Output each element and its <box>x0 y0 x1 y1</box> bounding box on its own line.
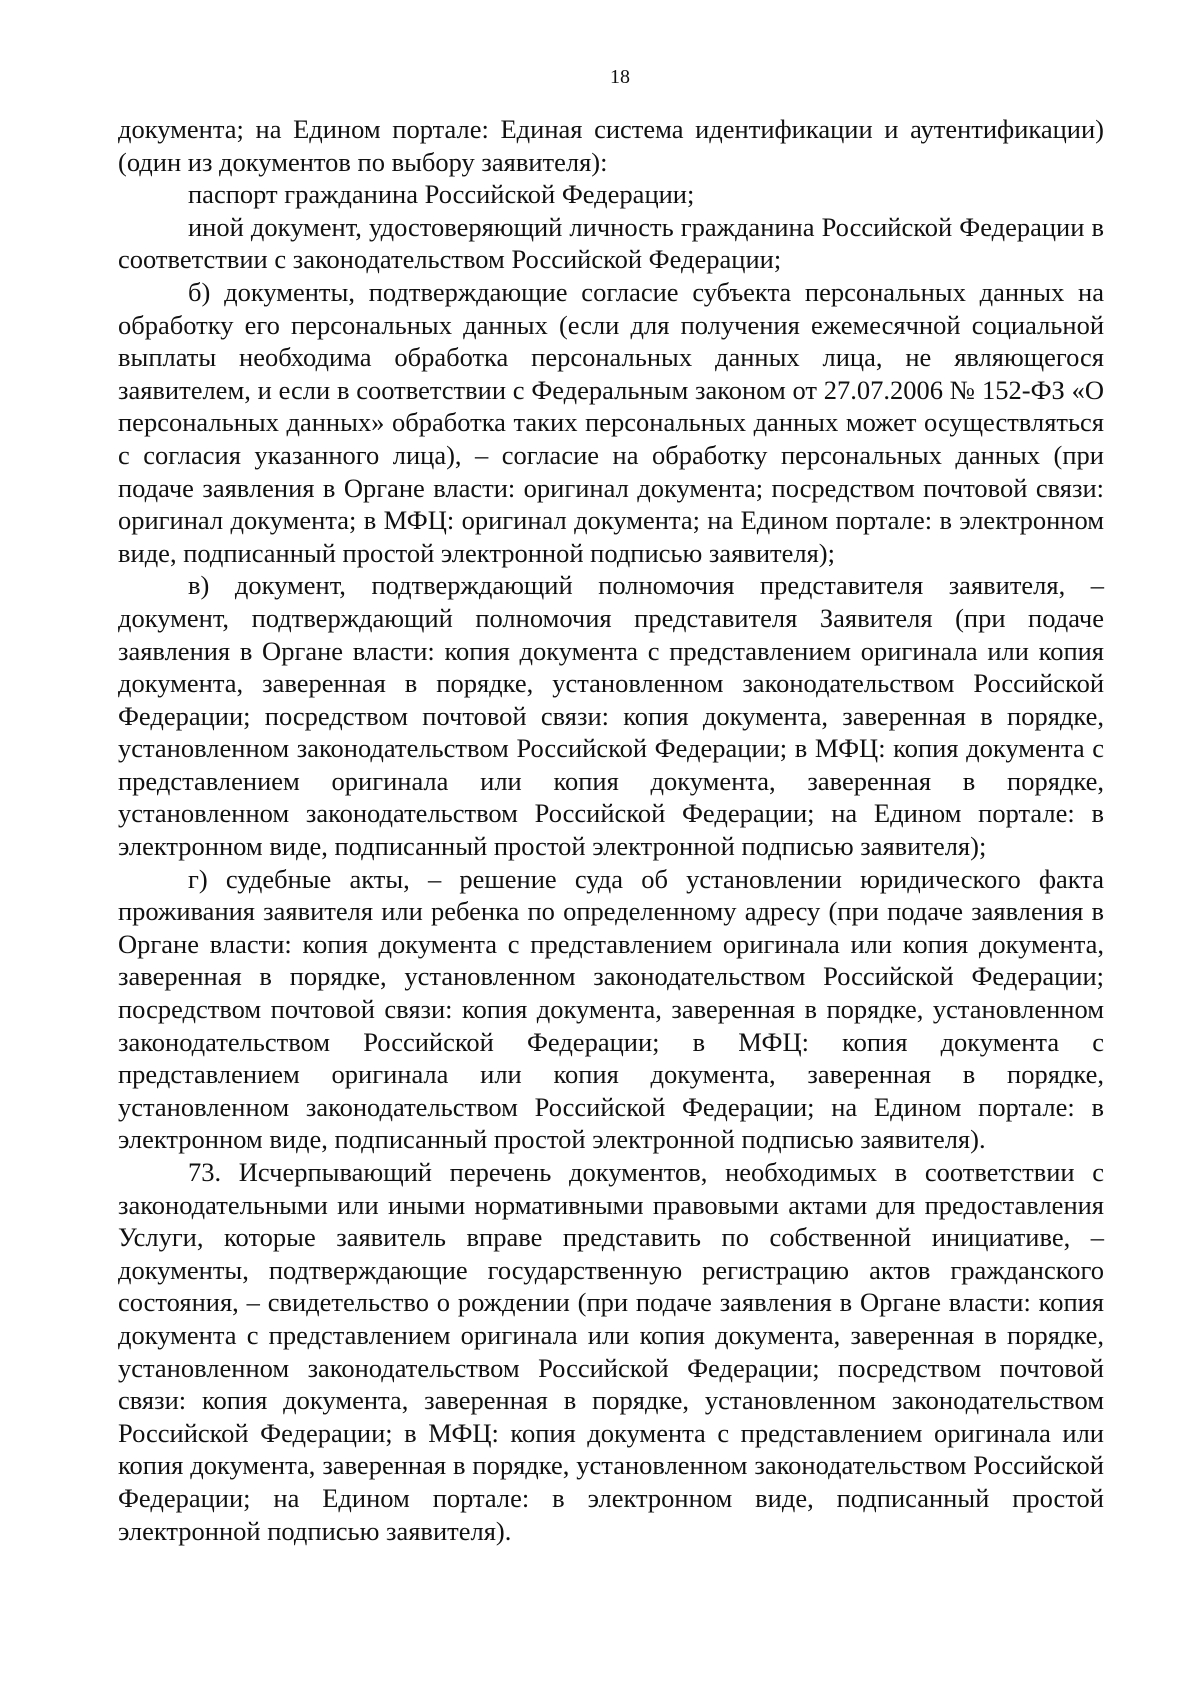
paragraph-other-identity-document: иной документ, удостоверяющий личность гражданина Российской Федерации в соответствии с законодательством Российской Федерации; <box>118 211 1104 275</box>
paragraph-item-v-representative-authority: в) документ, подтверждающий полномочия представителя заявителя, – документ, подтверждающий полномочия представителя Заявителя (при подаче заявления в Органе власти: копия документа с представлением оригинала или копия документа, заверенная в порядке, установленном законодательством Российской Федерации; посредством почтовой связи: копия документа, заверенная в порядке, установленном законодательством Российской Федерации; в МФЦ: копия документа с представлением оригинала или копия документа, заверенная в порядке, установленном законодательством Российской Федерации; на Едином портале: в электронном виде, подписанный простой электронной подписью заявителя); <box>118 570 1104 862</box>
paragraph-item-g-court-acts: г) судебные акты, – решение суда об установлении юридического факта проживания заявителя или ребенка по определенному адресу (при подаче заявления в Органе власти: копия документа с представлением оригинала или копия документа, заверенная в порядке, установленном законодательством Российской Федерации; посредством почтовой связи: копия документа, заверенная в порядке, установленном законодательством Российской Федерации; в МФЦ: копия документа с представлением оригинала или копия документа, заверенная в порядке, установленном законодательством Российской Федерации; на Едином портале: в электронном виде, подписанный простой электронной подписью заявителя). <box>118 863 1104 1155</box>
document-body <box>118 113 1104 1547</box>
paragraph-continuation: документа; на Едином портале: Единая система идентификации и аутентификации) (один из документов по выбору заявителя): <box>118 114 1104 177</box>
paragraph-item-b-personal-data-consent: б) документы, подтверждающие согласие субъекта персональных данных на обработку его персональных данных (если для получения ежемесячной социальной выплаты необходима обработка персональных данных лица, не являющегося заявителем, и если в соответствии с Федеральным законом от 27.07.2006 № 152-ФЗ «О персональных данных» обработка таких персональных данных может осуществляться с согласия указанного лица), – согласие на обработку персональных данных (при подаче заявления в Органе власти: оригинал документа; посредством почтовой связи: оригинал документа; в МФЦ: оригинал документа; на Едином портале: в электронном виде, подписанный простой электронной подписью заявителя); <box>118 276 1104 568</box>
page-number: 18 <box>610 66 630 88</box>
paragraph-passport: паспорт гражданина Российской Федерации; <box>188 179 695 210</box>
paragraph-73-optional-documents: 73. Исчерпывающий перечень документов, необходимых в соответствии с законодательными или иными нормативными правовыми актами для предоставления Услуги, которые заявитель вправе представить по собственной инициативе, – документы, подтверждающие государственную регистрацию актов гражданского состояния, – свидетельство о рождении (при подаче заявления в Органе власти: копия документа с представлением оригинала или копия документа, заверенная в порядке, установленном законодательством Российской Федерации; посредством почтовой связи: копия документа, заверенная в порядке, установленном законодательством Российской Федерации; в МФЦ: копия документа с представлением оригинала или копия документа, заверенная в порядке, установленном законодательством Российской Федерации; на Едином портале: в электронном виде, подписанный простой электронной подписью заявителя). <box>118 1157 1104 1546</box>
